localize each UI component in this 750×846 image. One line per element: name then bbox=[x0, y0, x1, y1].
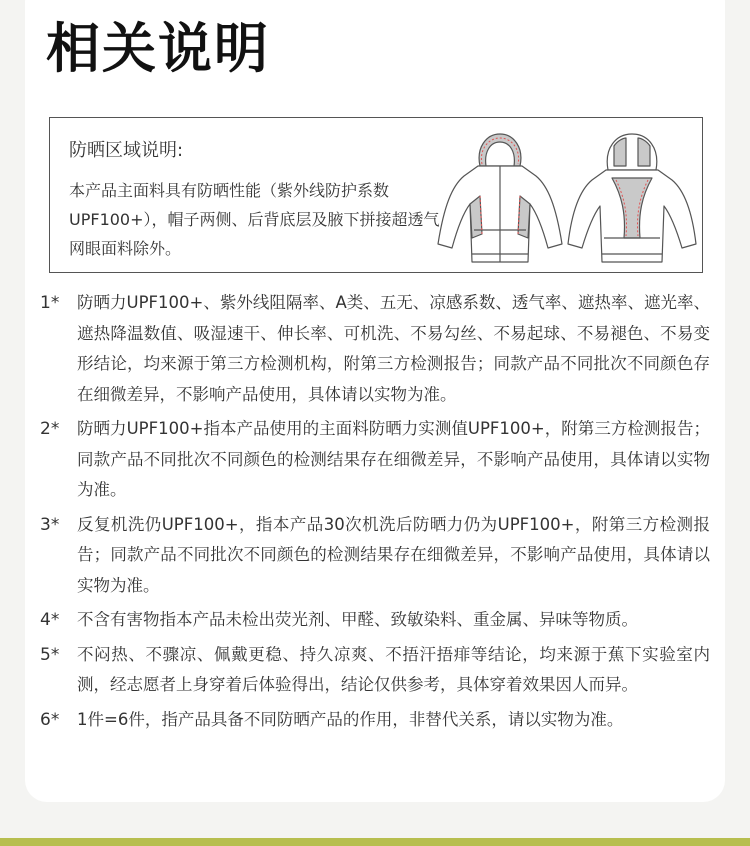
note-text: 防晒力UPF100+、紫外线阻隔率、A类、五无、凉感系数、透气率、遮热率、遮光率、遮热降温数值、吸湿速干、伸长率、可机洗、不易勾丝、不易起球、不易褪色、不易变形结论，均来源于第三方检测机构，附第三方检测报告；同款产品不同批次不同颜色存在细微差异，不影响产品使用，具体请以实物为准。 bbox=[77, 293, 710, 404]
page-title: 相关说明 bbox=[46, 17, 270, 80]
note-number: 5* bbox=[40, 644, 60, 665]
note-text: 反复机洗仍UPF100+，指本产品30次机洗后防晒力仍为UPF100+，附第三方检测报告；同款产品不同批次不同颜色的检测结果存在细微差异，不影响产品使用，具体请以实物为准。 bbox=[77, 514, 710, 595]
note-text: 不含有害物指本产品未检出荧光剂、甲醛、致敏染料、重金属、异味等物质。 bbox=[77, 610, 638, 629]
zone-description: 本产品主面料具有防晒性能（紫外线防护系数UPF100+），帽子两侧、后背底层及腋下拼接超透气网眼面料除外。 bbox=[69, 181, 440, 258]
note-item bbox=[40, 605, 710, 636]
notes-list bbox=[40, 288, 710, 739]
zone-title: 防晒区域说明: bbox=[69, 140, 184, 161]
bottom-accent-bar bbox=[0, 838, 750, 846]
sun-protection-zone-box bbox=[49, 117, 703, 273]
note-item bbox=[40, 640, 710, 701]
note-text: 不闷热、不骤凉、佩戴更稳、持久凉爽、不捂汗捂痱等结论，均来源于蕉下实验室内测，经志愿者上身穿着后体验得出，结论仅供参考，具体穿着效果因人而异。 bbox=[77, 644, 710, 694]
note-item bbox=[40, 705, 710, 736]
note-number: 1* bbox=[40, 293, 60, 313]
note-item bbox=[40, 414, 710, 506]
note-item bbox=[40, 288, 710, 410]
jacket-front-illustration bbox=[434, 126, 566, 268]
note-text: 1件=6件，指产品具备不同防晒产品的作用，非替代关系，请以实物为准。 bbox=[77, 709, 624, 729]
note-text: 防晒力UPF100+指本产品使用的主面料防晒力实测值UPF100+，附第三方检测报告；同款产品不同批次不同颜色的检测结果存在细微差异，不影响产品使用，具体请以实物为准。 bbox=[77, 419, 710, 499]
jacket-back-illustration bbox=[564, 126, 700, 268]
note-number: 2* bbox=[40, 419, 60, 439]
note-number: 3* bbox=[40, 514, 60, 535]
note-number: 4* bbox=[40, 610, 60, 630]
note-number: 6* bbox=[40, 709, 60, 730]
note-item bbox=[40, 510, 710, 602]
